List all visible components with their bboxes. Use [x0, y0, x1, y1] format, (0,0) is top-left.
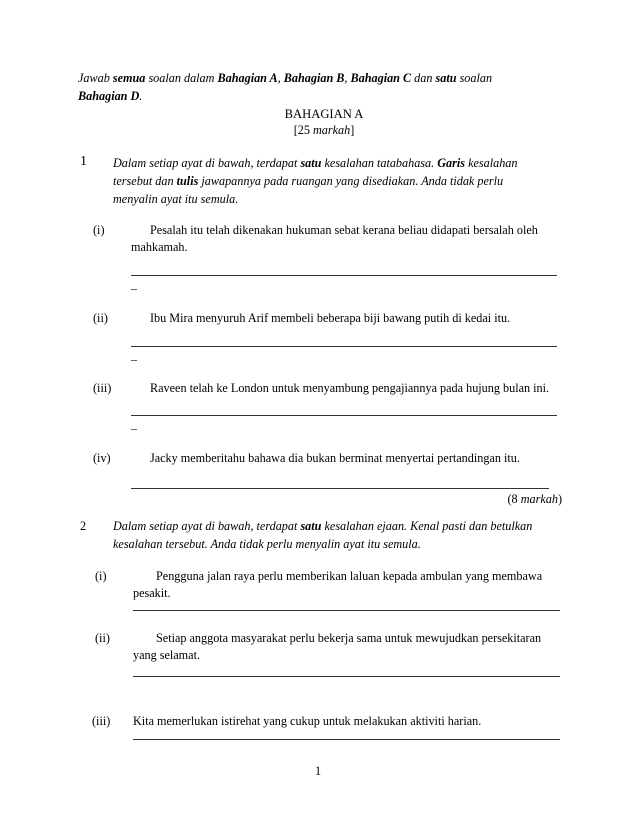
question-1-number: 1 — [80, 154, 87, 169]
section-title — [0, 106, 638, 123]
instr-text: soalan dalam — [145, 71, 218, 85]
q1-instruction-line-3: menyalin ayat itu semula. — [113, 192, 239, 206]
answer-line-tail: _ — [131, 277, 137, 291]
instr-emph: Bahagian D — [78, 89, 140, 103]
q1-text: kesalahan — [465, 156, 518, 170]
instr-text: Jawab — [78, 71, 113, 85]
answer-line[interactable] — [131, 488, 549, 489]
answer-line[interactable] — [131, 415, 557, 416]
section-title-text: BAHAGIAN A — [284, 107, 364, 121]
q1-item-sentence: Ibu Mira menyuruh Arif membeli beberapa biji bawang putih di kedai itu. — [150, 311, 511, 325]
question-2-number: 2 — [80, 519, 87, 533]
marks-word: markah — [312, 123, 351, 137]
q1-text: Dalam setiap ayat di bawah, terdapat — [113, 156, 301, 170]
q1-emph: Garis — [437, 156, 466, 170]
marks-text: ] — [350, 123, 355, 137]
q1-instruction-line-1 — [113, 155, 517, 172]
q2-instruction-line-2: kesalahan tersebut. Anda tidak perlu menyalin ayat itu semula. — [113, 537, 421, 551]
q1-item-sentence: Raveen telah ke London untuk menyambung pengajiannya pada hujung bulan ini. — [150, 381, 550, 395]
q2-text: Dalam setiap ayat di bawah, terdapat — [113, 519, 301, 533]
instr-text: , — [277, 71, 284, 85]
instr-text: . — [139, 89, 143, 103]
q2-item-sentence-cont: pesakit. — [133, 586, 171, 600]
answer-line[interactable] — [131, 346, 557, 347]
q2-item-sentence: Setiap anggota masyarakat perlu bekerja sama untuk mewujudkan persekitaran — [156, 631, 542, 645]
q2-item-label: (iii) — [92, 714, 111, 728]
marks-text: ) — [557, 492, 562, 506]
instr-emph: Bahagian C — [350, 71, 412, 85]
q1-item-label: (iv) — [93, 451, 111, 465]
answer-line[interactable] — [133, 676, 560, 677]
instr-emph: Bahagian B — [283, 71, 345, 85]
q2-item-sentence: Kita memerlukan istirehat yang cukup untuk melakukan aktiviti harian. — [133, 714, 482, 728]
q1-marks — [507, 491, 562, 508]
q1-item-sentence: Jacky memberitahu bahawa dia bukan berminat menyertai pertandingan itu. — [150, 451, 520, 465]
answer-line-tail: _ — [131, 417, 137, 431]
instructions-line-2 — [78, 88, 142, 105]
q2-item-sentence: Pengguna jalan raya perlu memberikan laluan kepada ambulan yang membawa — [156, 569, 543, 583]
q2-item-label: (ii) — [95, 631, 110, 645]
answer-line-tail: _ — [131, 348, 137, 362]
q1-item-label: (ii) — [93, 311, 108, 325]
q1-item-label: (iii) — [93, 381, 112, 395]
q1-item-label: (i) — [93, 223, 105, 237]
instr-emph: satu — [435, 71, 457, 85]
q1-text: jawapannya pada ruangan yang disediakan. Anda tidak perlu — [198, 174, 504, 188]
q2-emph: satu — [300, 519, 322, 533]
q2-instruction-line-1 — [113, 518, 532, 535]
answer-line[interactable] — [131, 275, 557, 276]
q1-text: tersebut dan — [113, 174, 177, 188]
q2-item-label: (i) — [95, 569, 107, 583]
instr-text: soalan — [456, 71, 493, 85]
q2-item-sentence-cont: yang selamat. — [133, 648, 201, 662]
section-marks — [0, 122, 638, 139]
q1-emph: satu — [300, 156, 322, 170]
q1-text: kesalahan tatabahasa. — [321, 156, 438, 170]
instr-text: , — [344, 71, 351, 85]
instructions-line-1 — [78, 70, 492, 87]
instr-text: dan — [411, 71, 436, 85]
q1-item-sentence: Pesalah itu telah dikenakan hukuman sebat kerana beliau didapati bersalah oleh — [150, 223, 538, 237]
answer-line[interactable] — [133, 610, 560, 611]
marks-text: (8 — [507, 492, 521, 506]
q1-item-sentence-cont: mahkamah. — [131, 240, 188, 254]
page-number: 1 — [315, 764, 322, 778]
q2-text: kesalahan ejaan. Kenal pasti dan betulkan — [321, 519, 533, 533]
answer-line[interactable] — [133, 739, 560, 740]
q1-instruction-line-2 — [113, 173, 503, 190]
instr-emph: Bahagian A — [217, 71, 278, 85]
instr-emph: semua — [112, 71, 146, 85]
marks-word: markah — [520, 492, 558, 506]
marks-text: [25 — [293, 123, 313, 137]
q1-emph: tulis — [176, 174, 199, 188]
